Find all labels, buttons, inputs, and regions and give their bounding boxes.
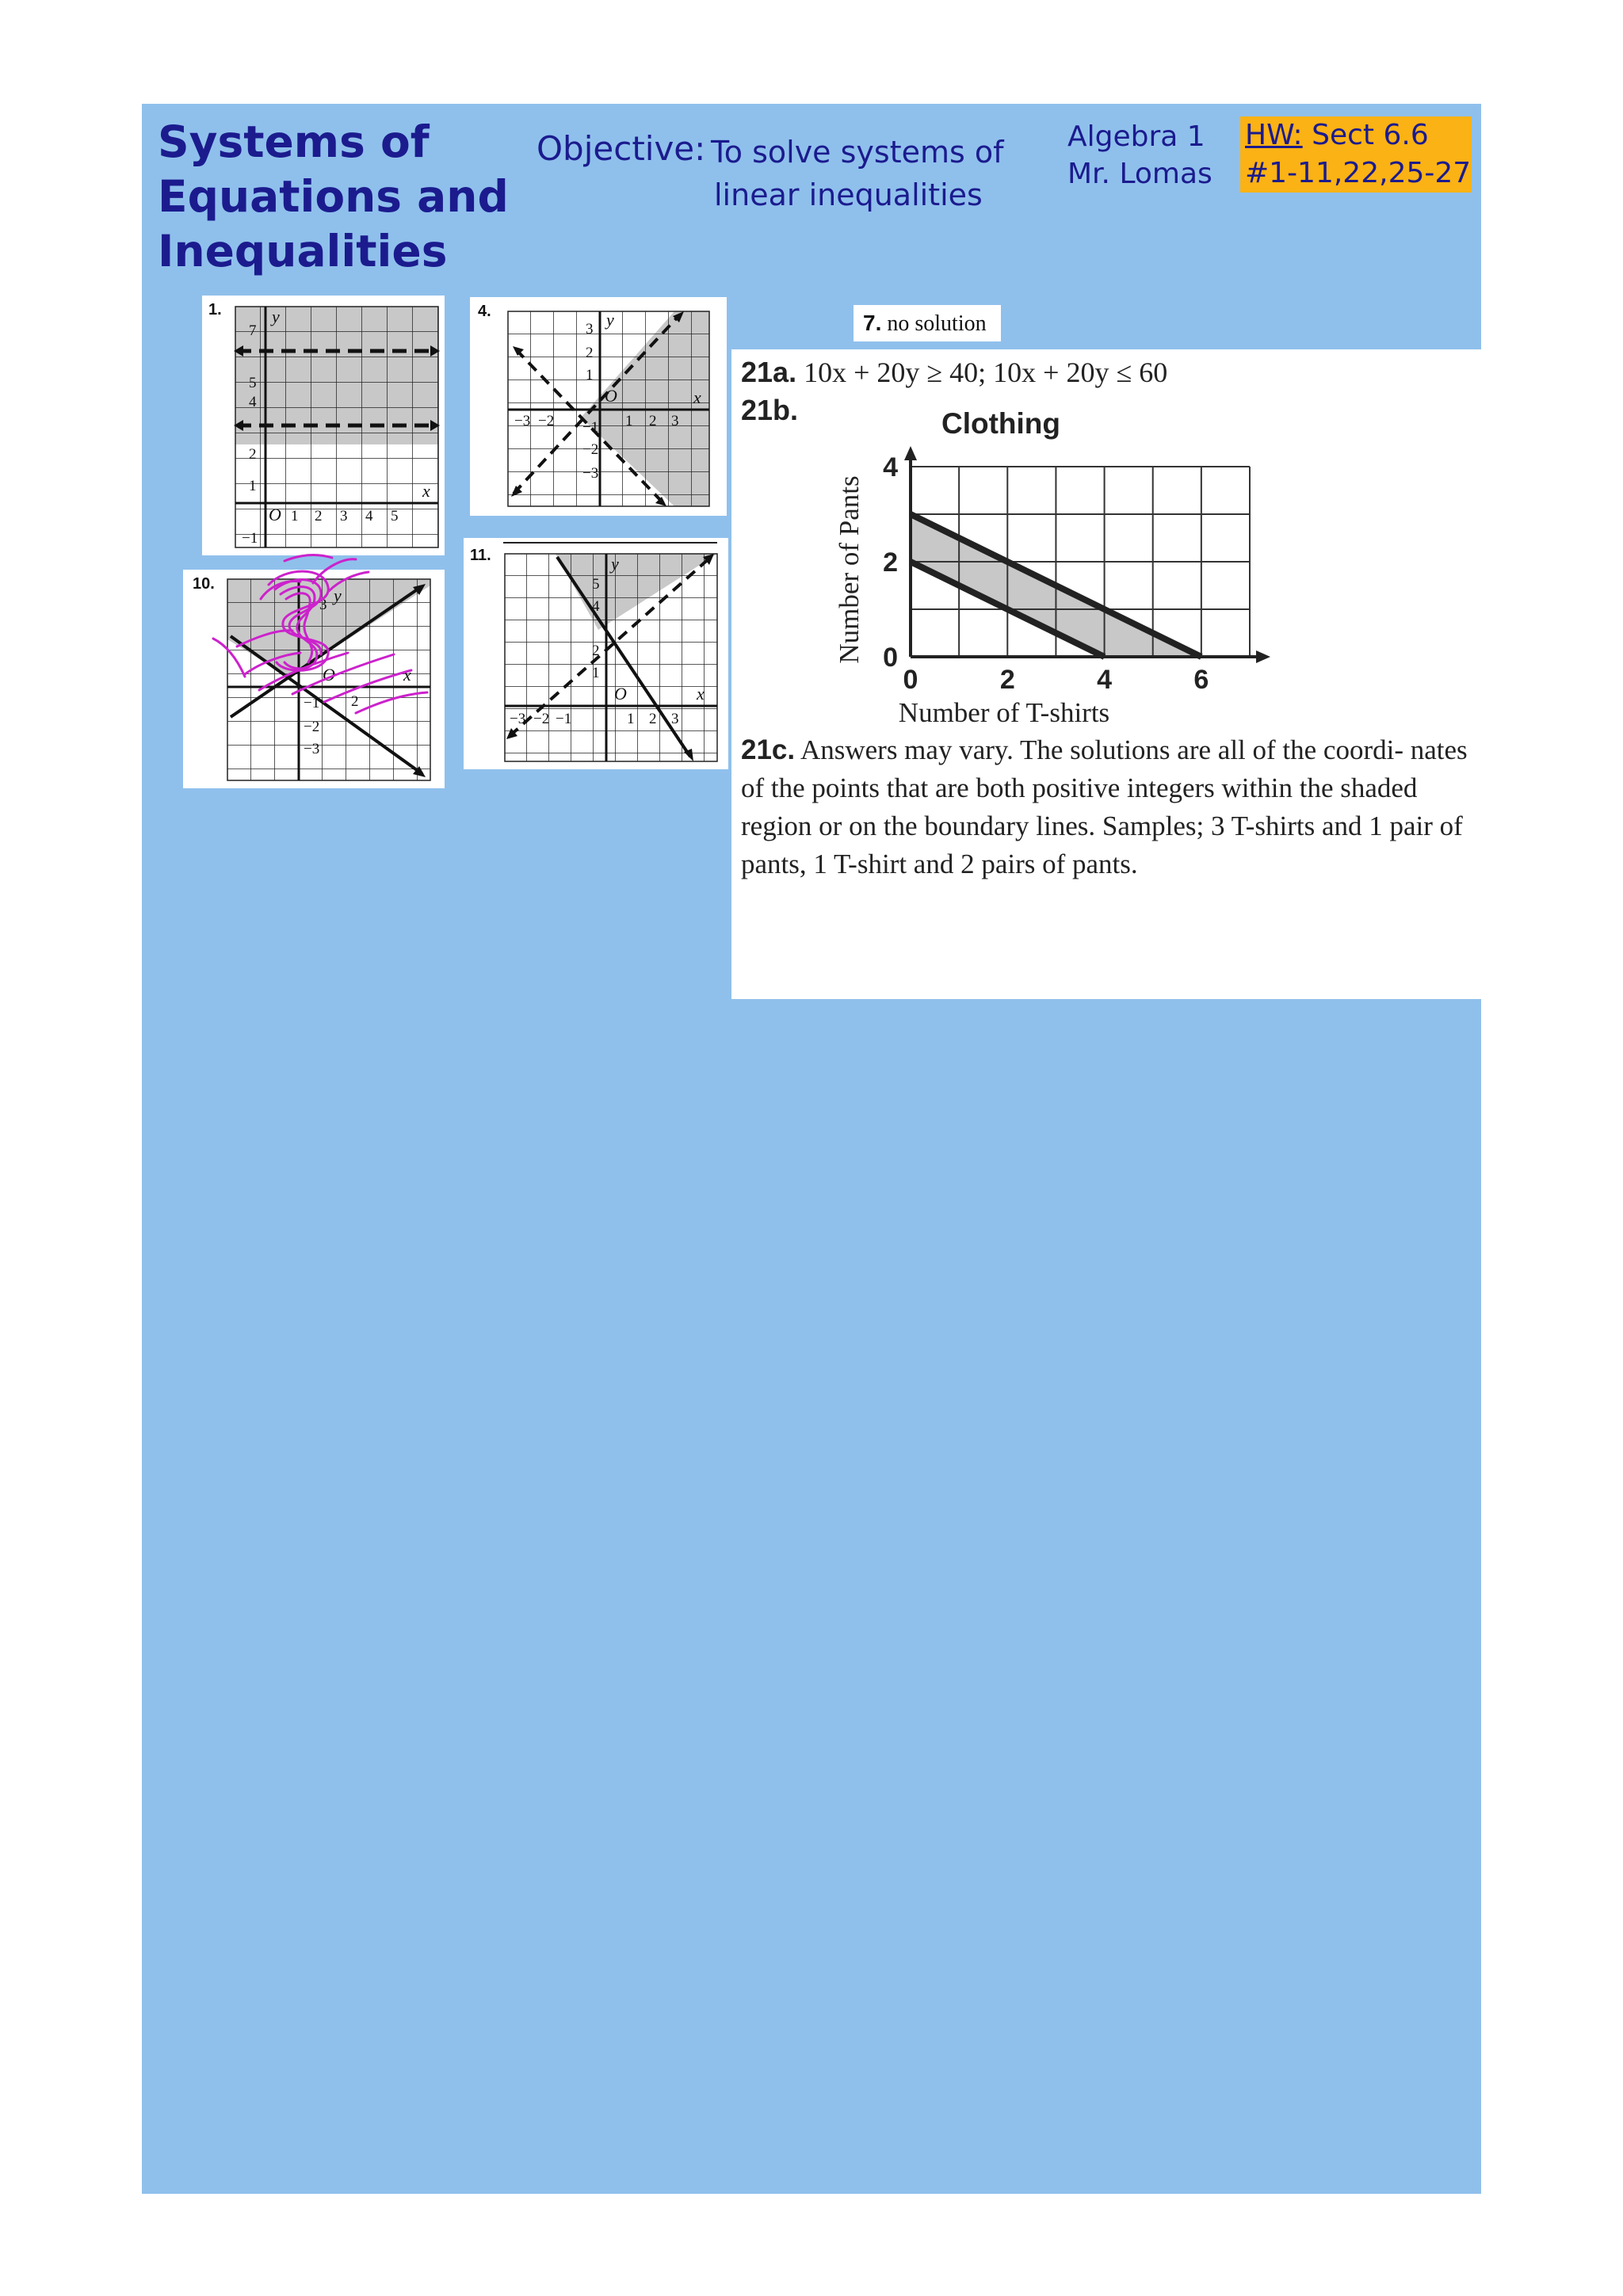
objective-text: To solve systems of linear inequalities xyxy=(711,135,1004,212)
svg-text:4: 4 xyxy=(249,394,257,410)
svg-text:−1: −1 xyxy=(304,695,320,711)
svg-text:−3: −3 xyxy=(514,413,531,429)
answer-21b-label: 21b. xyxy=(741,394,799,426)
slide-page xyxy=(142,104,1481,2194)
hw-section: Sect 6.6 xyxy=(1302,119,1429,151)
svg-text:x: x xyxy=(693,387,701,407)
svg-text:3: 3 xyxy=(671,413,679,429)
x-tick-label: 6 xyxy=(1193,665,1209,695)
svg-text:2: 2 xyxy=(315,508,323,524)
y-tick-label: 0 xyxy=(883,643,898,673)
problem-1-svg xyxy=(202,296,445,555)
chart-x-label: Number of T-shirts xyxy=(898,697,1110,728)
chart-y-label: Number of Pants xyxy=(834,475,865,664)
problem-number: 11. xyxy=(470,547,491,564)
svg-text:2: 2 xyxy=(649,711,657,727)
svg-text:5: 5 xyxy=(391,508,399,524)
svg-text:3: 3 xyxy=(586,321,594,338)
x-axis-arrow xyxy=(1256,650,1270,663)
y-tick-label: 2 xyxy=(883,547,898,578)
clothing-chart xyxy=(811,397,1209,730)
x-tick-label: 2 xyxy=(999,665,1015,695)
course-info xyxy=(1067,118,1212,193)
course-name: Algebra 1 xyxy=(1067,120,1205,153)
svg-text:y: y xyxy=(611,554,619,574)
problem-number: 10. xyxy=(193,575,215,593)
answer-21a: 21a. 10x + 20y ≥ 40; 10x + 20y ≤ 60 xyxy=(741,356,1168,388)
svg-text:1: 1 xyxy=(627,711,635,727)
student-ink-annotation xyxy=(166,543,451,734)
problem-11-svg xyxy=(464,538,728,769)
svg-text:1: 1 xyxy=(592,665,600,681)
svg-text:5: 5 xyxy=(249,375,257,391)
svg-text:O: O xyxy=(269,505,281,524)
x-tick-label: 0 xyxy=(903,665,918,695)
svg-text:1: 1 xyxy=(291,508,299,524)
answer-21-panel xyxy=(731,349,1481,999)
svg-text:−2: −2 xyxy=(582,441,599,458)
svg-text:y: y xyxy=(272,307,280,326)
svg-text:3: 3 xyxy=(340,508,348,524)
svg-text:2: 2 xyxy=(351,693,359,710)
svg-text:1: 1 xyxy=(625,413,633,429)
svg-text:3: 3 xyxy=(671,711,679,727)
svg-text:−1: −1 xyxy=(582,419,599,436)
svg-text:2: 2 xyxy=(649,413,657,429)
problem-number: 1. xyxy=(208,301,222,318)
hw-label: HW: xyxy=(1245,119,1303,151)
svg-text:4: 4 xyxy=(365,508,373,524)
problem-number: 4. xyxy=(478,303,491,320)
svg-text:x: x xyxy=(422,481,430,501)
problem-1-graph xyxy=(202,296,445,555)
svg-text:−1: −1 xyxy=(556,711,572,727)
svg-text:−1: −1 xyxy=(242,530,258,547)
svg-text:−3: −3 xyxy=(304,741,320,757)
homework-box xyxy=(1240,116,1472,193)
svg-text:1: 1 xyxy=(249,478,257,494)
y-tick-label: 4 xyxy=(883,452,898,482)
y-axis-arrow xyxy=(904,446,917,460)
answer-21c: 21c. Answers may vary. The solutions are all of the coordi- nates of the points that are both positive integers within the shaded region or on the boundary lines. Samples; 3 T-shirts and 1 pair of pants, 1 T-shirt and 2 pairs of pants. xyxy=(741,734,1468,879)
svg-text:−3: −3 xyxy=(582,465,599,482)
svg-text:1: 1 xyxy=(586,367,594,383)
svg-text:2: 2 xyxy=(592,643,600,659)
svg-text:O: O xyxy=(614,684,627,704)
hw-problems: #1-11,22,25-27 xyxy=(1245,157,1472,189)
teacher-name: Mr. Lomas xyxy=(1067,158,1212,190)
svg-text:−2: −2 xyxy=(538,413,555,429)
answer-7: 7. no solution xyxy=(854,305,1001,341)
svg-text:7: 7 xyxy=(249,322,257,339)
svg-text:2: 2 xyxy=(586,345,594,361)
chart-plot-area xyxy=(883,446,1270,695)
problem-11-graph xyxy=(464,538,728,769)
svg-text:2: 2 xyxy=(249,446,257,463)
svg-text:5: 5 xyxy=(592,576,600,593)
svg-text:y: y xyxy=(606,310,614,330)
svg-text:−2: −2 xyxy=(304,719,320,735)
svg-text:O: O xyxy=(323,665,335,685)
svg-text:4: 4 xyxy=(592,598,600,615)
svg-text:x: x xyxy=(403,665,411,685)
svg-text:−2: −2 xyxy=(533,711,550,727)
x-tick-label: 4 xyxy=(1097,665,1113,695)
svg-text:O: O xyxy=(605,386,617,406)
chart-title: Clothing xyxy=(941,407,1061,440)
svg-text:−3: −3 xyxy=(510,711,526,727)
objective-label: Objective: xyxy=(537,129,706,168)
svg-text:y: y xyxy=(334,585,342,605)
problem-4-graph xyxy=(470,297,727,516)
page-title: Systems of Equations and Inequalities xyxy=(158,116,509,277)
svg-text:3: 3 xyxy=(319,597,327,613)
problem-4-svg xyxy=(470,297,727,516)
svg-text:x: x xyxy=(697,684,705,704)
